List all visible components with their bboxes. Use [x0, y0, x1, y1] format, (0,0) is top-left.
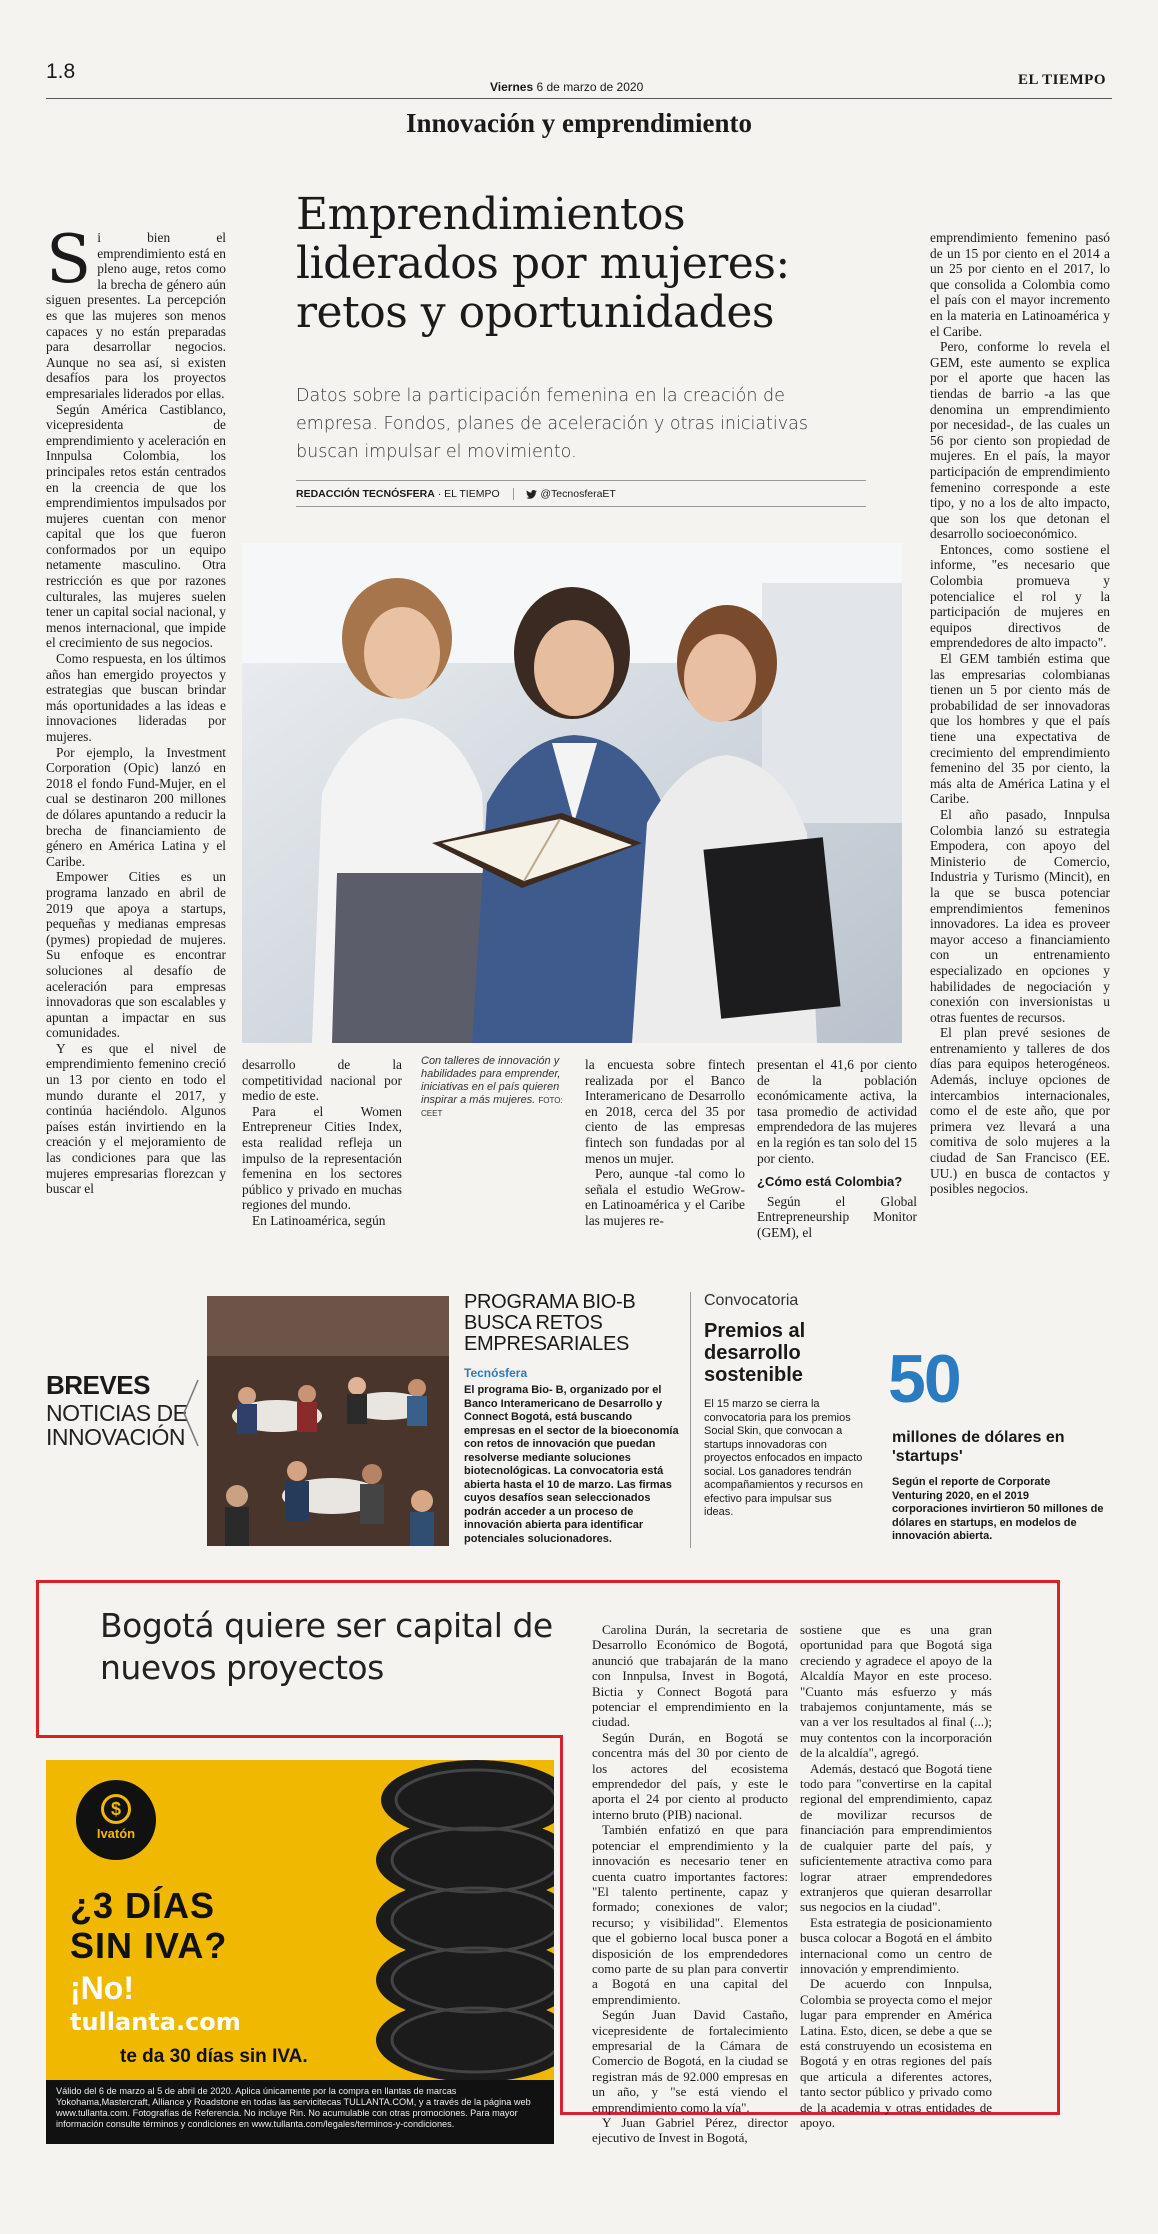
feature-paragraph: Entonces, como sostiene el informe, "es necesario que Colombia promueva y potencialice el rol y la participación de mujeres en equipos directivos de emprendedores de alto impacto".: [930, 541, 1110, 651]
drop-cap: S: [46, 221, 92, 298]
feature-paragraph: desarrollo de la competitividad nacional por medio de este.: [242, 1057, 402, 1104]
bio-b-tag: Tecnósfera: [464, 1366, 528, 1380]
header-rule: [46, 98, 1112, 99]
ad-no: ¡No!: [70, 1970, 134, 2006]
feature-column-1: [46, 221, 226, 1197]
convocatoria-text: El 15 marzo se cierra la convocatoria para los premios Social Skin, que convocan a startups innovadoras con proyectos enfocados en impacto social. Los ganadores tendrán acompañamientos y recursos en efectivo para impulsar sus ideas.: [704, 1398, 863, 1518]
byline-rule: [296, 480, 866, 481]
big-number-subtitle: millones de dólares en 'startups': [892, 1429, 1065, 1465]
feature-paragraph: presentan el 41,6 por ciento de la población económicamente activa, la tasa promedio de actividad emprendedora de las mujeres en la región es tan solo del 15 por ciento.: [757, 1057, 917, 1166]
feature-paragraph: Por ejemplo, la Investment Corporation (Opic) lanzó en 2018 el fondo Fund-Mujer, en el cual se destinaron 200 millones de dólares apuntando a reducir la brecha de financiamiento de género en América Latina y el Caribe.: [46, 744, 226, 869]
ad-legal-text: Válido del 6 de marzo al 5 de abril de 2020. Aplica únicamente por la compra en llantas de marcas Yokohama,Mastercraft, Alliance y Roadstone en todas las servicitecas TULLANTA.COM, y a través de la página web www.tullanta.com. Fotografías de Referencia. No incluye Rin. No acumulable con otras promociones. Para mayor información consulte términos y condiciones en www.tullanta.com/legales/terminos-y-condiciones.: [46, 2080, 554, 2144]
big-number-text: Según el reporte de Corporate Venturing 2020, en el 2019 corporaciones invirtieron 50 millones de dólares en startups, en modelos de innovación abierta.: [892, 1476, 1104, 1542]
feature-headline: Emprendimientos liderados por mujeres: retos y oportunidades: [296, 189, 790, 338]
breves-title: BREVES: [46, 1370, 150, 1400]
highlight-frame-right: [1057, 1580, 1060, 2115]
bogota-paragraph: sostiene que es una gran oportunidad para que Bogotá siga creciendo y agradece el apoyo de la Alcaldía Mayor en este proceso. "Cuanto más esfuerzo y más trabajemos conjuntamente, más se van a ver los resultados al final (...); muy contentos con la incorporación de la alcaldía", agregó.: [800, 1622, 992, 1761]
feature-column-2: [242, 1057, 402, 1229]
photo-caption-text: Con talleres de innovación y habilidades para emprender, iniciativas en el país quieren inspirar a más mujeres.: [421, 1055, 561, 1106]
breves-heading: [46, 1370, 187, 1449]
subhead: ¿Cómo está Colombia?: [757, 1174, 903, 1190]
feature-dek: Datos sobre la participación femenina en la creación de empresa. Fondos, planes de aceleración y otras iniciativas buscan impulsar el movimiento.: [296, 386, 808, 462]
byline-outlet: · EL TIEMPO: [437, 488, 500, 500]
feature-paragraph: Como respuesta, en los últimos años han emergido proyectos y estrategias que buscan brindar más oportunidades a las ideas e innovaciones lideradas por mujeres.: [46, 651, 226, 744]
feature-paragraph: El plan prevé sesiones de entrenamiento y talleres de dos días para equipos heterogéneos. Además, incluye opciones de intercambios internacionales, como el de este año, que por primera vez llevará a una comitiva de solo mujeres a la ciudad de San Francisco (EE. UU.) en busca de contactos y posibles negocios.: [930, 1025, 1110, 1197]
bio-b-title: PROGRAMA BIO-B BUSCA RETOS EMPRESARIALES: [464, 1291, 636, 1355]
bogota-paragraph: También enfatizó en que para potenciar el emprendimiento y la innovación es necesario tener en cuenta cuatro importantes factores: "El talento pertinente, capaz y formado; conexiones de valor; recurso; y visibilidad". Elementos que el gobierno local busca poner a disposición de los emprendedores como parte de su plan para convertir a Bogotá en una capital del emprendimiento.: [592, 1822, 788, 2007]
conference-crowd-icon: [207, 1296, 449, 1546]
bogota-paragraph: Además, destacó que Bogotá tiene todo para "convertirse en la capital regional del emprendimiento, capaz de movilizar recursos de financiación para emprendimientos de cualquier parte del país, y suficientemente atractiva como para lograr atraer emprendedores extranjeros que quieran desarrollar sus negocios en la ciudad".: [800, 1760, 992, 1915]
ad-subline: te da 30 días sin IVA.: [120, 2046, 308, 2067]
feature-column-4: [757, 1057, 917, 1241]
bogota-column-2: [800, 1622, 992, 2130]
feature-paragraph: El GEM también estima que las empresarias colombianas tienen un 5 por ciento más de probabilidad de ser innovadoras que los hombres y que el país tiene una expectativa de crecimiento del emprendimiento femenino del 35 por ciento, la más alta de América Latina y el Caribe.: [930, 651, 1110, 807]
byline-separator: [513, 488, 514, 500]
ad-headline-line-1: ¿3 DÍAS: [70, 1885, 216, 1926]
feature-column-3: [585, 1057, 745, 1229]
feature-paragraph: la encuesta sobre fintech realizada por el Banco Interamericano de Desarrollo en 2018, cerca del 35 por ciento de las empresas fintech son fundadas por al menos un mujer.: [585, 1057, 745, 1166]
feature-paragraph: Empower Cities es un programa lanzado en abril de 2019 que apoya a startups, pequeñas y medianas empresas (pymes) propiedad de mujeres. Su enfoque es encontrar soluciones al desafío de aceleración para empresas innovadoras que son escalables y apuntan a impactar en sus comunidades.: [46, 869, 226, 1041]
feature-column-5: [930, 230, 1110, 1197]
feature-paragraph: Pero, aunque -tal como lo señala el estudio WeGrow- en Latinoamérica y el Caribe las mujeres re-: [585, 1166, 745, 1228]
photo-credit: FOTO: CEET: [421, 1096, 563, 1118]
ivaton-label: Ivatón: [96, 1826, 136, 1841]
twitter-handle: @TecnosferaET: [540, 488, 616, 500]
convocatoria-label: Convocatoria: [704, 1292, 799, 1309]
bogota-paragraph: Según Juan David Castaño, vicepresidente de fortalecimiento empresarial de la Cámara de Comercio de Bogotá, en la ciudad se registran más de 92.000 empresas en un año, y "se está viendo el emprendimiento como la vía".: [592, 2007, 788, 2115]
bogota-column-1: [592, 1622, 788, 2146]
ad-headline-line-2: SIN IVA?: [70, 1925, 228, 1966]
bogota-paragraph: Esta estrategia de posicionamiento busca colocar a Bogotá en el ámbito internacional como un centro de innovación y emprendimiento.: [800, 1914, 992, 1976]
feature-paragraph: Según América Castiblanco, vicepresidenta de emprendimiento y aceleración en Innpulsa Colombia, los principales retos están centrados en la creencia de que los emprendimientos impulsados por mujeres cuentan con menor capital que los que fueron conformados por un equipo netamente masculino. Otra restricción es que por razones culturales, las mujeres suelen tener un capital social nacional, y menos internacional, que impide el crecimiento de sus negocios.: [46, 401, 226, 651]
highlight-frame-inner-left: [560, 1735, 563, 2115]
issue-date: [490, 80, 643, 94]
highlight-frame-mid: [36, 1735, 563, 1738]
feature-photo: [242, 543, 902, 1043]
issue-day: Viernes: [490, 80, 534, 94]
twitter-icon: [526, 490, 537, 499]
breves-subtitle-1: NOTICIAS DE: [46, 1400, 188, 1426]
byline: [296, 488, 616, 500]
byline-rule-bottom: [296, 506, 866, 507]
feature-paragraph: En Latinoamérica, según: [252, 1212, 386, 1228]
feature-paragraph: Pero, conforme lo revela el GEM, este aumento se explica por el aporte que hacen las tiendas de barrio -a las que denomina un emprendimiento por necesidad-, de las cuales un 56 por ciento son propiedad de mujeres. En el país, la mayor participación de emprendimiento femenino corresponde a este tipo, y no a los de alto impacto, que son los que detonan el desarrollo socioeconómico.: [930, 339, 1110, 542]
byline-author: REDACCIÓN TECNÓSFERA: [296, 488, 435, 500]
feature-paragraph: emprendimiento femenino pasó de un 15 por ciento en el 2014 a un 25 por ciento en el 2017, lo que consolida a Colombia como el país con el mayor incremento en la materia en Latinoamérica y el Caribe.: [930, 230, 1110, 339]
convocatoria-title: Premios al desarrollo sostenible: [704, 1320, 806, 1386]
feature-paragraph: El año pasado, Innpulsa Colombia lanzó su estrategia Empodera, con apoyo del Ministerio de Comercio, Industria y Turismo (Mincit), en la que se busca potenciar emprendimientos femeninos innovadores. La idea es proveer mayor acceso a financiamiento con un entrenamiento especializado en opciones y habilidades de negociación y conexión con inversionistas u otras fuentes de recursos.: [930, 806, 1110, 1025]
newspaper-brand: EL TIEMPO: [1018, 72, 1106, 88]
photo-three-women-icon: [242, 543, 902, 1043]
section-title: Innovación y emprendimiento: [405, 108, 753, 138]
ivaton-logo: [76, 1780, 156, 1860]
feature-paragraph: Y es que el nivel de emprendimiento femenino creció un 13 por ciento en todo el mundo durante el 2017, y continúa haciéndolo. Algunos países están invirtiendo en la creación y el mejoramiento de las condiciones para que las mujeres empresarias florezcan y buscar el: [46, 1040, 226, 1197]
bogota-paragraph: Carolina Durán, la secretaria de Desarrollo Económico de Bogotá, anunció que trabajarán de la mano con Innpulsa, Invest in Bogotá, Bictia y Connect Bogotá para potenciar el emprendimiento en la ciudad.: [592, 1622, 788, 1730]
ad-headline: [70, 1886, 227, 1966]
breves-subtitle-2: INNOVACIÓN: [46, 1424, 185, 1450]
page-number: 1.8: [46, 60, 76, 83]
bio-b-text: El programa Bio- B, organizado por el Banco Interamericano de Desarrollo y Connect Bogotá, está buscando empresas en el sector de la bioeconomía con retos de innovación que puedan resolverse mediante soluciones biotecnológicas. La convocatoria está abierta hasta el 10 de marzo. Las firmas cuyos desafíos sean seleccionados podrán acceder a un proceso de innovación abierta para identificar potenciales solucionadores.: [464, 1384, 679, 1545]
chevron-left-icon: [182, 1378, 200, 1448]
dollar-icon: $: [101, 1794, 131, 1824]
issue-date-rest: 6 de marzo de 2020: [536, 80, 644, 94]
photo-caption: [421, 1055, 571, 1120]
bogota-paragraph: Y Juan Gabriel Pérez, director ejecutivo de Invest in Bogotá,: [592, 2115, 788, 2146]
big-number: 50: [888, 1341, 960, 1417]
bogota-headline: Bogotá quiere ser capital de nuevos proyectos: [100, 1606, 553, 1687]
bogota-paragraph: De acuerdo con Innpulsa, Colombia se proyecta como el mejor lugar para emprender en América Latina. Esto, dicen, se debe a que se está construyendo un ecosistema en Bogotá y en otras regiones del país que articula a diferentes actores, tanto sector público y privado como de la academia y otras entidades de apoyo.: [800, 1976, 992, 2130]
column-divider: [690, 1292, 691, 1548]
bio-b-photo: [207, 1296, 449, 1546]
feature-paragraph: Según el Global Entrepreneurship Monitor (GEM), el: [757, 1193, 917, 1240]
bogota-paragraph: Según Durán, en Bogotá se concentra más del 30 por ciento de los actores del ecosistema emprendedor del país, y este le aporta el 24 por ciento al producto interno bruto (PIB) nacional.: [592, 1729, 788, 1822]
feature-paragraph: Para el Women Entrepreneur Cities Index, esta realidad refleja un impulso de la representación femenina en los sectores público y privado en muchas regiones del mundo.: [242, 1103, 402, 1213]
ad-brand[interactable]: tullanta.com: [70, 2008, 241, 2036]
feature-paragraph: i bien el emprendimiento está en pleno auge, retos como la brecha de género aún siguen presentes. La percepción es que las mujeres son menos capaces y no están preparadas para desarrollar negocios. Aunque no sea así, si existen desafíos para los proyectos empresariales liderados por ellas.: [46, 230, 226, 401]
